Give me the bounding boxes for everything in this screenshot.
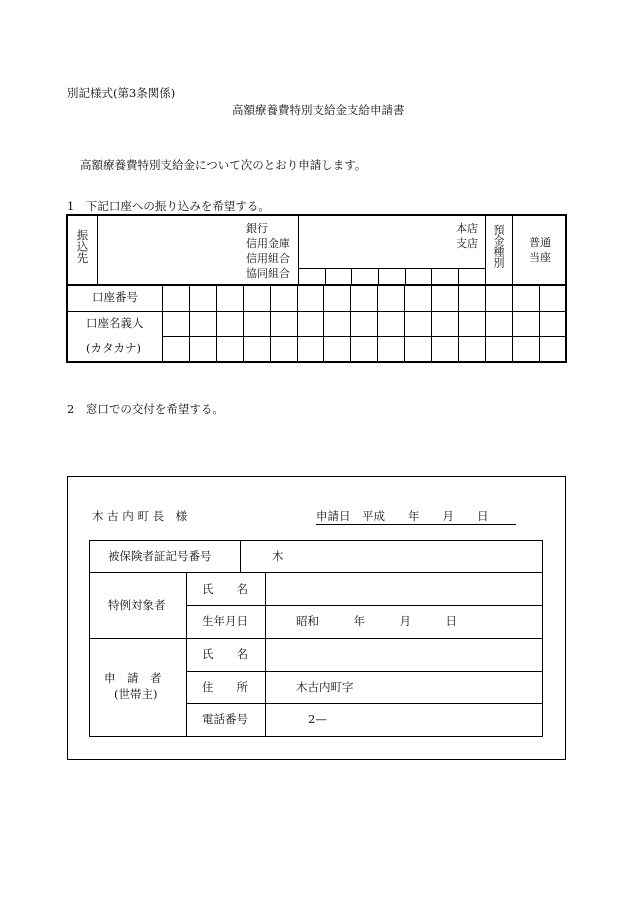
deposit-type-item: 普通 [529,236,551,249]
digit-cell-divider [485,285,486,362]
branch-code-cell-divider [378,268,379,285]
phone-label: 電話番号 [202,712,248,726]
digit-cell-divider [270,285,271,362]
branch-code-cell-divider [351,268,352,285]
digit-cell-divider [243,285,244,362]
digit-cell-divider [350,285,351,362]
katakana-label: (カタカナ) [86,341,141,355]
special-subject-label: 特例対象者 [108,598,166,612]
digit-cell-divider [189,285,190,362]
branch-code-divider [458,268,459,285]
bank-type-list [246,221,290,281]
address-label: 住 所 [202,680,248,694]
payee-label: 振込先 [75,229,90,264]
option1-label: 1 下記口座への振り込みを希望する。 [67,199,270,213]
digit-cell-divider [404,285,405,362]
phone-value: 2— [308,712,327,726]
address-value: 木古内町字 [296,680,354,694]
page-title: 高額療養費特別支給金支給申請書 [232,103,405,117]
digit-cell-divider [431,285,432,362]
subject-name-label: 氏 名 [202,582,248,596]
form-reference: 別記様式(第3条関係) [67,86,176,100]
deposit-type-list [529,235,551,265]
deposit-type-label: 預金種別 [492,224,505,268]
bank-type-item: 信用組合 [246,252,290,265]
birthdate-value: 昭和 年 月 日 [296,614,457,628]
bank-type-item: 信用金庫 [246,237,290,250]
addressee: 木 古 内 町 長 様 [92,509,188,523]
branch-type-item: 支店 [456,237,478,250]
digit-cell-divider [323,285,324,362]
insured-number-label: 被保険者証記号番号 [108,549,212,563]
branch-type-list [456,221,478,251]
digit-cell-divider [216,285,217,362]
branch-code-divider [405,268,406,285]
account-holder-label: 口座名義人 [86,316,144,330]
option2-label: 2 窓口での交付を希望する。 [67,402,224,416]
applicant-name-label: 氏 名 [202,647,248,661]
branch-type-item: 本店 [456,222,478,235]
applicant-sub-label: (世帯主) [114,687,158,701]
application-date: 申請日 平成 年 月 日 [316,511,516,525]
birthdate-label: 生年月日 [202,614,248,628]
deposit-type-item: 当座 [529,251,551,264]
branch-code-cell-divider [431,268,432,285]
insured-number-prefix: 木 [272,549,284,563]
applicant-label: 申 請 者 [104,671,162,685]
digit-cell-divider [458,285,459,362]
digit-cell-divider [377,285,378,362]
digit-cell-divider [297,285,298,362]
account-number-label: 口座番号 [92,290,138,304]
branch-code-cell-divider [325,268,326,285]
bank-type-item: 銀行 [246,222,268,235]
digit-cell-divider [539,285,540,362]
intro-text: 高額療養費特別支給金について次のとおり申請します。 [80,158,367,172]
bank-type-item: 協同組合 [246,267,290,280]
account-number-end-divider [512,285,513,311]
